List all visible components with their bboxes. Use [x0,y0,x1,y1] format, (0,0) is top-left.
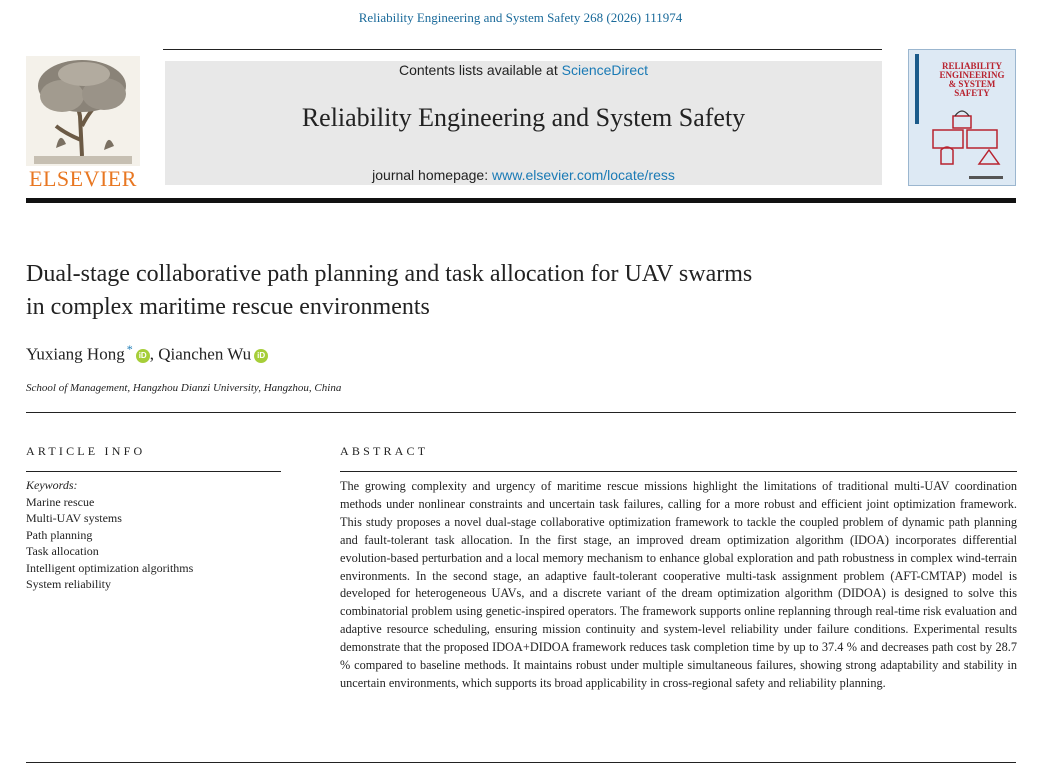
journal-cover-thumbnail[interactable] [908,49,1016,186]
cover-title [929,62,1015,98]
sciencedirect-link[interactable]: ScienceDirect [561,62,648,78]
keyword-item: Marine rescue [26,495,95,509]
journal-citation[interactable]: Reliability Engineering and System Safety 268 (2026) 111974 [358,10,683,25]
keyword-item: Task allocation [26,544,99,559]
footer-rule [26,762,1016,763]
article-info-rule [26,471,281,472]
article-title-line1: Dual-stage collaborative path planning and task allocation for UAV swarms [26,261,753,287]
keywords-list [26,494,193,592]
keywords-label: Keywords: [26,478,78,492]
article-info-heading: ARTICLE INFO [26,444,146,458]
homepage-prefix: journal homepage: [372,167,493,183]
author-name-2[interactable]: Qianchen Wu [158,344,252,364]
journal-masthead [165,61,882,185]
elsevier-wordmark[interactable]: ELSEVIER [29,166,137,191]
cover-title-line2: ENGINEERING [939,70,1005,80]
abstract-heading: ABSTRACT [340,444,429,458]
cover-title-line1: RELIABILITY [941,61,1003,71]
cover-title-line4: SAFETY [954,88,990,98]
keyword-item: Intelligent optimization algorithms [26,560,194,575]
corresponding-author-mark[interactable]: * [126,342,133,356]
cover-title-line3: & SYSTEM [948,79,996,89]
author-affiliation: School of Management, Hangzhou Dianzi University, Hangzhou, China [26,382,342,394]
homepage-link[interactable]: www.elsevier.com/locate/ress [492,167,675,183]
keyword-item: System reliability [26,577,111,592]
keyword-item: Multi-UAV systems [26,511,122,526]
orcid-icon[interactable]: iD [136,349,150,363]
orcid-icon[interactable]: iD [254,349,268,363]
article-title [26,258,926,324]
abstract-body: The growing complexity and urgency of maritime rescue missions highlight the limitations of traditional multi-UAV coordination methods under nonlinear constraints and uncertain task failures, calling for a more robust and efficient joint optimization framework. This study proposes a novel dual-stage collaborative optimization framework to tackle the coupled problem of dynamic path planning and fault-tolerant task allocation. In the first stage, an improved dream optimization algorithm (IDOA) incorporates differential evolution-based perturbation and a local memory mechanism to enhance global exploration and path robustness in complex wind-terrain environments. In the second stage, an adaptive fault-tolerant cooperative multi-task assignment problem (AFT-CMTAP) model is developed for heterogeneous UAVs, and a discrete variant of the dream optimization algorithm (DIDOA) is designed to solve this combinatorial problem using genetic-inspired operators. The framework supports online replanning through real-time risk evaluation and adaptive resource scheduling, ensuring mission continuity and system-level reliability under failure conditions. Experimental results demonstrate that the proposed IDOA+DIDOA framework reduces task completion time by up to 37.4 % and decreases path cost by 28.7 % compared to baseline methods. It maintains robust under multiple simultaneous failures, showing strong adaptability and stability in uncertain environments, which supports its broad applicability in cross-regional safety and reliability planning. [340,479,1017,690]
contents-prefix: Contents lists available at [398,62,562,78]
header-thick-rule [26,198,1016,203]
author-list [26,342,268,365]
author-separator: , [149,344,159,364]
header-top-rule [163,49,882,50]
keyword-item: Path planning [26,527,93,542]
contents-availability [165,61,882,79]
author-name-1[interactable]: Yuxiang Hong [26,344,125,364]
journal-title[interactable]: Reliability Engineering and System Safety [301,103,746,132]
journal-homepage [165,167,882,183]
article-title-line2: in complex maritime rescue environments [26,294,430,320]
abstract-rule [340,471,1017,472]
affiliation-rule [26,412,1016,413]
